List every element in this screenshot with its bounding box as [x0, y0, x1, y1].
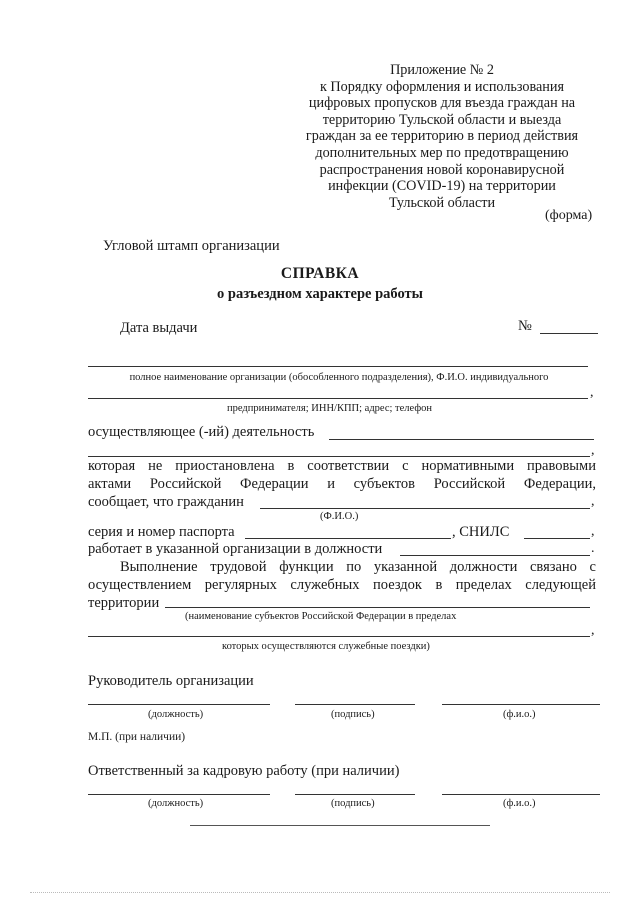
signature-caption: (подпись): [331, 798, 375, 809]
organization-caption-1: полное наименование организации (обособленного подразделения), Ф.И.О. индивидуального: [129, 372, 549, 383]
fio-caption: (ф.и.о.): [503, 798, 536, 809]
document-title: СПРАВКА: [280, 265, 360, 282]
hr-label: Ответственный за кадровую работу (при наличии): [88, 763, 400, 779]
number-label: №: [518, 318, 532, 334]
territory-caption-1: (наименование субъектов Российской Федерации в пределах: [185, 611, 457, 622]
hr-signature-field[interactable]: [295, 794, 415, 795]
territory-field-2[interactable]: [88, 636, 590, 637]
appendix-header: [292, 62, 592, 211]
appendix-line: распространения новой коронавирусной: [319, 161, 565, 178]
head-signature-field[interactable]: [295, 704, 415, 705]
fio-caption: (ф.и.о.): [503, 709, 536, 720]
passport-field[interactable]: [245, 538, 451, 539]
territory-label: территории: [88, 595, 160, 611]
citizen-fio-field[interactable]: [260, 508, 590, 509]
snils-field[interactable]: [524, 538, 590, 539]
number-field[interactable]: [540, 333, 598, 334]
comma: ,: [591, 443, 595, 458]
period: .: [591, 541, 595, 556]
scan-artifact-line: [30, 892, 610, 893]
document-subtitle: о разъездном характере работы: [217, 286, 423, 302]
position-label: работает в указанной организации в должности: [88, 541, 383, 557]
head-fio-field[interactable]: [442, 704, 600, 705]
not-suspended-line-2: актами Российской Федерации и субъектов Российской Федерации,: [88, 476, 596, 492]
issue-date-label: Дата выдачи: [120, 320, 198, 336]
position-caption: (должность): [148, 709, 204, 720]
head-position-field[interactable]: [88, 704, 270, 705]
signature-caption: (подпись): [331, 709, 375, 720]
activity-field[interactable]: [329, 439, 594, 440]
activity-field-2[interactable]: [88, 456, 590, 457]
hr-fio-field[interactable]: [442, 794, 600, 795]
organization-caption-2: предпринимателя; ИНН/КПП; адрес; телефон: [227, 403, 432, 414]
position-field[interactable]: [400, 555, 590, 556]
reports-label: сообщает, что гражданин: [88, 494, 244, 510]
not-suspended-line-1: которая не приостановлена в соответствии с нормативными правовыми: [88, 458, 596, 474]
corner-stamp-label: Угловой штамп организации: [103, 238, 280, 254]
appendix-line: Тульской области: [388, 194, 496, 211]
duty-line-1: Выполнение трудовой функции по указанной должности связано с: [120, 559, 596, 575]
form-label: (форма): [545, 208, 593, 223]
comma: ,: [590, 385, 594, 400]
comma: ,: [591, 524, 595, 539]
comma: ,: [591, 494, 595, 509]
appendix-line: Приложение № 2: [390, 62, 494, 78]
closing-separator: [190, 825, 490, 826]
activity-label: осуществляющее (-ий) деятельность: [88, 424, 315, 440]
territory-field[interactable]: [165, 607, 590, 608]
organization-field-1[interactable]: [88, 366, 588, 367]
hr-position-field[interactable]: [88, 794, 270, 795]
passport-label: серия и номер паспорта: [88, 524, 235, 540]
seal-label: М.П. (при наличии): [88, 731, 186, 743]
appendix-line: цифровых пропусков для въезда граждан на: [308, 95, 576, 112]
head-label: Руководитель организации: [88, 673, 254, 689]
appendix-line: граждан за ее территорию в период действия: [305, 128, 579, 145]
appendix-line: к Порядку оформления и использования: [319, 78, 565, 95]
appendix-line: инфекции (COVID-19) на территории: [328, 178, 556, 195]
position-caption: (должность): [148, 798, 204, 809]
comma: ,: [591, 623, 595, 638]
appendix-line: дополнительных мер по предотвращению: [315, 144, 569, 161]
appendix-line: территорию Тульской области и выезда: [322, 111, 562, 128]
snils-label: , СНИЛС: [452, 524, 510, 540]
territory-caption-2: которых осуществляются служебные поездки): [222, 641, 430, 652]
duty-line-2: осуществлением регулярных служебных поездок в пределах следующей: [88, 577, 596, 593]
organization-field-2[interactable]: [88, 398, 588, 399]
fio-caption: (Ф.И.О.): [320, 511, 359, 522]
